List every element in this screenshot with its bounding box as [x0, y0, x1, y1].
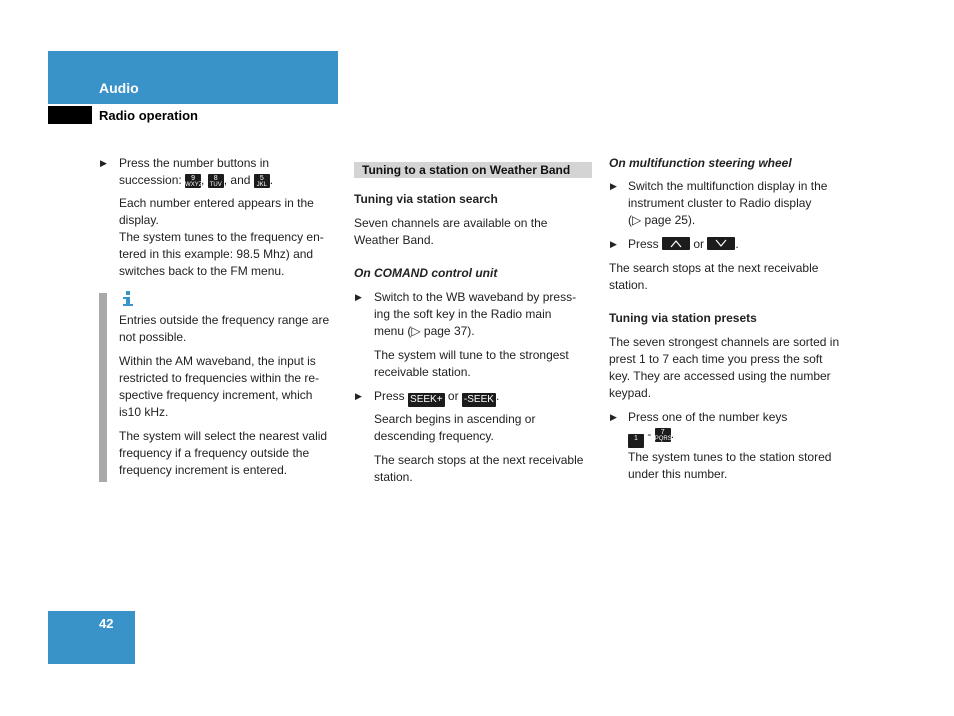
key-5-icon: 5 JKL [254, 174, 270, 188]
bullet-arrow-icon: ▶ [355, 292, 362, 302]
heading-comand: On COMAND control unit [354, 266, 498, 280]
result-line: Search begins in ascending or [374, 412, 536, 426]
step-line: Switch the multifunction display in the [628, 179, 828, 193]
header-band [48, 51, 338, 104]
separator: . [495, 389, 500, 403]
heading-station-search: Tuning via station search [354, 192, 498, 206]
para-line: keypad. [609, 386, 652, 400]
step-line-keys [119, 172, 273, 189]
result-line: The system will tune to the strongest [374, 348, 569, 362]
para-line: Weather Band. [354, 233, 434, 247]
page-number: 42 [99, 616, 114, 631]
step-line: ing the soft key in the Radio main [374, 307, 552, 321]
para-line: key. They are accessed using the number [609, 369, 831, 383]
chevron-down-icon [707, 237, 735, 250]
result-line: station. [374, 470, 413, 484]
result-line: The system tunes to the station stored [628, 450, 832, 464]
seek-plus-key-icon: SEEK+ [410, 394, 443, 405]
info-line: spective frequency increment, which [119, 388, 313, 402]
step-text: or [693, 237, 705, 251]
bullet-arrow-icon: ▶ [610, 181, 617, 191]
step-press-arrows [628, 236, 739, 253]
key-8-icon: 8 TUV [209, 175, 222, 188]
bullet-arrow-icon: ▶ [610, 239, 617, 249]
info-line: Within the AM waveband, the input is [119, 354, 316, 368]
key-1-icon: 1 [628, 434, 644, 448]
info-line: frequency if a frequency outside the [119, 446, 310, 460]
step-line: Switch to the WB waveband by press- [374, 290, 577, 304]
para-line: The seven strongest channels are sorted in [609, 335, 840, 349]
key-9-icon: 9 WXYZ [185, 175, 203, 188]
key-7-icon: 7 PQRS [654, 429, 672, 442]
step-line: (▷ page 25). [628, 213, 696, 227]
info-line: is10 kHz. [119, 405, 169, 419]
step-line: instrument cluster to Radio display [628, 196, 812, 210]
subsection-title: Radio operation [99, 108, 198, 123]
info-note [119, 312, 329, 479]
result-tunes-stored [628, 449, 831, 483]
paragraph-channels [354, 215, 547, 249]
page-number-band [48, 611, 135, 664]
step-text: Press [374, 389, 405, 403]
bullet-arrow-icon: ▶ [610, 412, 617, 422]
step-line-keys [628, 426, 787, 448]
step-press-seek [374, 388, 499, 407]
subsection-marker [48, 106, 92, 124]
result-line: switches back to the FM menu. [119, 264, 285, 278]
result-line: The system tunes to the frequency en- [119, 230, 324, 244]
info-line: not possible. [119, 330, 187, 344]
section-title: Audio [99, 80, 139, 96]
info-line: frequency increment is entered. [119, 463, 288, 477]
para-line: Seven channels are available on the [354, 216, 548, 230]
chevron-up-icon [662, 237, 690, 250]
heading-station-presets: Tuning via station presets [609, 311, 757, 325]
separator: , and [223, 173, 251, 187]
step-line: Press one of the number keys [628, 410, 788, 424]
result-seek-direction [374, 411, 535, 445]
step-line: menu (▷ page 37). [374, 324, 475, 338]
result-line: Each number entered appears in the [119, 196, 314, 210]
para-line: station. [609, 278, 648, 292]
paragraph-presets [609, 334, 839, 402]
result-line: display. [119, 213, 159, 227]
separator: , [201, 173, 205, 187]
result-line: descending frequency. [374, 429, 494, 443]
result-line: tered in this example: 98.5 Mhz) and [119, 247, 314, 261]
step-press-number-keys [628, 409, 787, 448]
step-switch-wb [374, 289, 576, 340]
step-text: succession: [119, 173, 182, 187]
info-sidebar [99, 293, 107, 482]
step-text: or [447, 389, 459, 403]
result-line: The search stops at the next receivable [374, 453, 584, 467]
info-icon [121, 291, 135, 307]
separator: - [647, 427, 652, 441]
result-switch-wb [374, 347, 569, 381]
step-text: Press [628, 237, 659, 251]
section-heading-weather-band: Tuning to a station on Weather Band [354, 162, 592, 178]
heading-multifunction-wheel: On multifunction steering wheel [609, 156, 792, 170]
bullet-arrow-icon: ▶ [355, 391, 362, 401]
result-line: under this number. [628, 467, 728, 481]
step-press-number-buttons [119, 155, 273, 189]
info-line: The system will select the nearest valid [119, 429, 328, 443]
separator: . [269, 173, 274, 187]
para-line: The search stops at the next receivable [609, 261, 819, 275]
bullet-arrow-icon: ▶ [100, 158, 107, 168]
seek-minus-key-icon: -SEEK [463, 394, 494, 405]
separator: . [735, 237, 739, 251]
step-switch-display [628, 178, 827, 229]
info-line: Entries outside the frequency range are [119, 313, 330, 327]
result-seek-stop [374, 452, 583, 486]
step-line: Press the number buttons in [119, 156, 270, 170]
step-result [119, 195, 324, 280]
para-line: prest 1 to 7 each time you press the soft [609, 352, 823, 366]
info-line: restricted to frequencies within the re- [119, 371, 320, 385]
separator: . [670, 427, 675, 441]
result-line: receivable station. [374, 365, 471, 379]
paragraph-search-stops [609, 260, 818, 294]
